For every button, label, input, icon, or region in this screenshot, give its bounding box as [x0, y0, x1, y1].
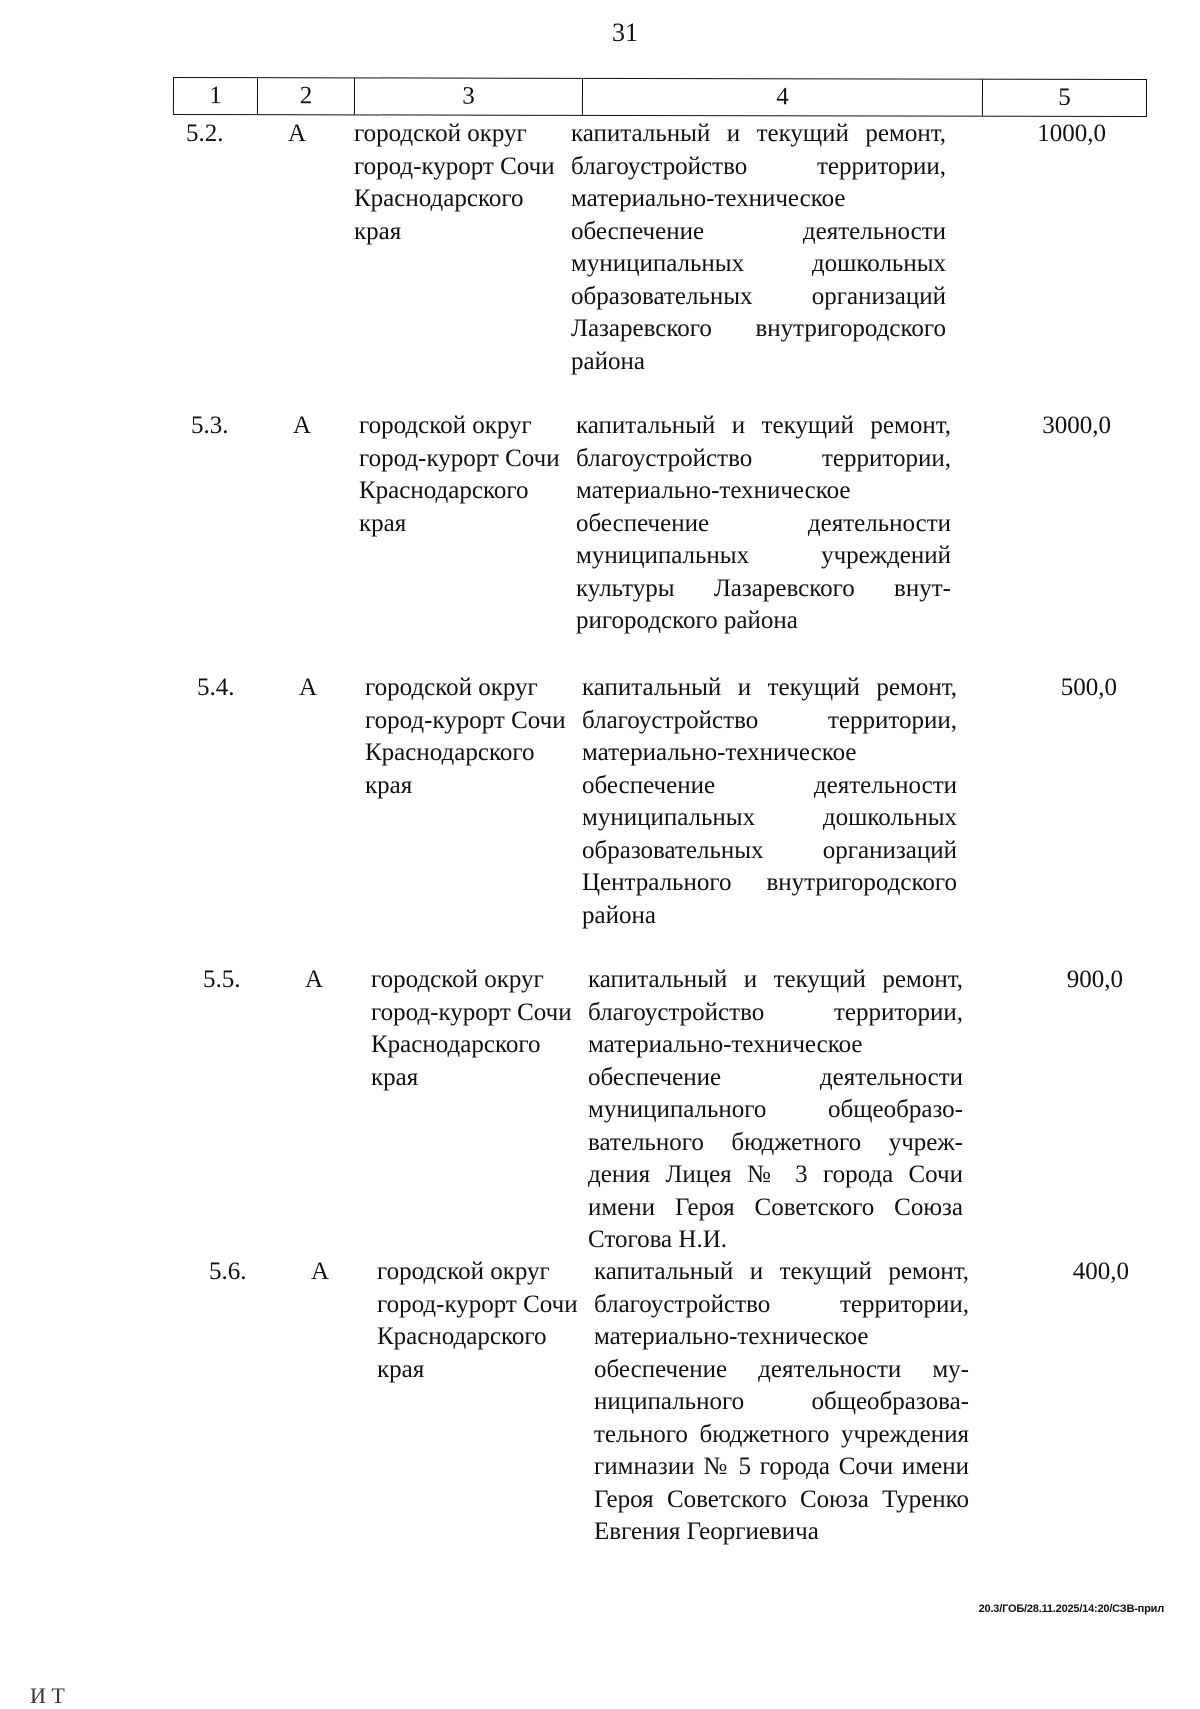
row-category: А: [299, 674, 318, 701]
bottom-cut-text: И Т: [30, 1683, 65, 1708]
row-description: капитальный и текущий ремонт, благоустройство территории, материально-техническое обеспечение деятельности муниципального общеобразовательного бюджетного учреждения гимназии № 5 города Сочи имени Героя Советского Союза Туренко Евгения Георгиевича: [594, 1258, 969, 1545]
header-col-3: 3: [355, 78, 583, 114]
page-number: 31: [612, 18, 638, 47]
row-category: А: [305, 966, 324, 993]
row-description: капитальный и текущий ремонт, благоустройство территории, материально-техническое обеспечение деятельности муниципальных учреждений культуры Лазаревского внутригородского района: [576, 412, 951, 634]
row-amount: 400,0: [1072, 1258, 1129, 1285]
row-category: А: [311, 1258, 330, 1285]
row-municipality: городской округ город-курорт Сочи Краснодарского края: [365, 674, 566, 799]
row-municipality: городской округ город-курорт Сочи Краснодарского края: [354, 120, 555, 245]
row-amount: 500,0: [1060, 674, 1117, 701]
row-amount: 1000,0: [1037, 120, 1106, 147]
row-municipality: городской округ город-курорт Сочи Краснодарского края: [371, 966, 572, 1091]
row-number: 5.5.: [203, 966, 241, 993]
row-number: 5.4.: [197, 674, 235, 701]
row-number: 5.2.: [186, 120, 224, 147]
header-col-2: 2: [258, 78, 355, 114]
row-description: капитальный и текущий ремонт, благоустройство территории, материально-техническое обеспечение деятельности муниципальных дошкольных образовательных организаций Центрального внутригородского района: [582, 674, 957, 929]
row-description: капитальный и текущий ремонт, благоустройство территории, материально-техническое обеспечение деятельности муниципальных дошкольных образовательных организаций Лазаревского внутригородского района: [571, 120, 946, 375]
row-category: А: [288, 120, 307, 147]
row-amount: 900,0: [1066, 966, 1123, 993]
row-number: 5.3.: [191, 412, 229, 439]
header-col-5: 5: [1058, 83, 1071, 111]
header-col-4: 4: [583, 79, 983, 116]
row-municipality: городской округ город-курорт Сочи Краснодарского края: [377, 1258, 578, 1383]
row-category: А: [293, 412, 312, 439]
row-description: капитальный и текущий ремонт, благоустройство территории, материально-техническое обеспечение деятельности муниципального общеобразовательного бюджетного учреждения Лицея № 3 города Сочи имени Героя Советского Союза Стогова Н.И.: [588, 966, 963, 1253]
header-col-1: 1: [174, 78, 258, 114]
row-amount: 3000,0: [1042, 412, 1111, 439]
document-code: 20.3/ГОБ/28.11.2025/14:20/СЗВ-прил: [978, 1603, 1164, 1615]
row-municipality: городской округ город-курорт Сочи Краснодарского края: [359, 412, 560, 537]
table-header: [173, 77, 1147, 117]
row-number: 5.6.: [209, 1258, 247, 1285]
